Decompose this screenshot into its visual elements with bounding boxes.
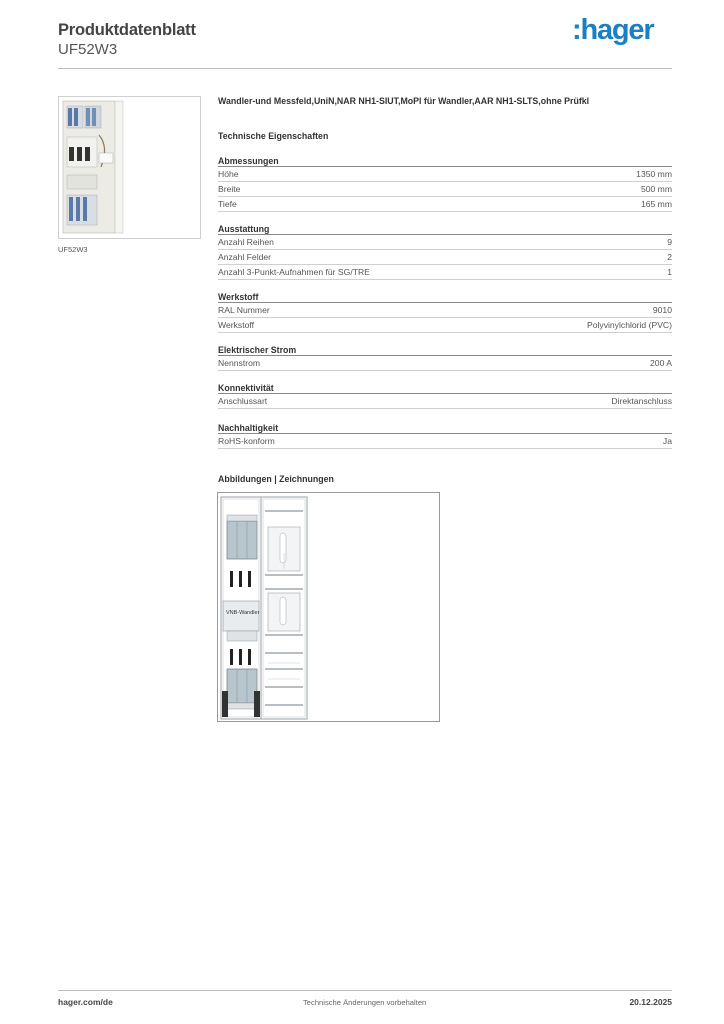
technical-properties-heading: Technische Eigenschaften (218, 131, 329, 141)
hager-logo: :hager (572, 14, 654, 46)
spec-value: 9010 (652, 305, 672, 315)
spec-row (218, 235, 672, 250)
spec-value: 165 mm (640, 199, 672, 209)
section-title: Elektrischer Strom (218, 344, 672, 356)
spec-value: Polyvinylchlorid (PVC) (586, 320, 672, 330)
spec-value: Direktanschluss (611, 396, 672, 406)
section-sustainability (218, 422, 672, 449)
spec-value: 2 (667, 252, 672, 262)
spec-value: 1 (667, 267, 672, 277)
spec-row (218, 394, 672, 409)
spec-label: Nennstrom (218, 358, 261, 368)
spec-value: Ja (662, 436, 672, 446)
spec-label: Anzahl 3-Punkt-Aufnahmen für SG/TRE (218, 267, 370, 277)
spec-label: Tiefe (218, 199, 237, 209)
document-title: Produktdatenblatt (58, 21, 196, 39)
spec-row (218, 265, 672, 280)
spec-value: 9 (667, 237, 672, 247)
thumbnail-caption: UF52W3 (58, 245, 88, 254)
spec-value: 500 mm (640, 184, 672, 194)
spec-label: Breite (218, 184, 241, 194)
product-description: Wandler-und Messfeld,UniN,NAR NH1-SIUT,MoPl für Wandler,AAR NH1-SLTS,ohne Prüfkl (218, 96, 590, 106)
section-equipment (218, 223, 672, 280)
spec-row (218, 197, 672, 212)
product-thumbnail-image (59, 97, 200, 238)
footer-notice: Technische Änderungen vorbehalten (303, 998, 427, 1007)
technical-drawing (217, 492, 440, 722)
product-thumbnail (58, 96, 201, 239)
spec-row (218, 303, 672, 318)
spec-label: RoHS-konform (218, 436, 275, 446)
section-material (218, 291, 672, 333)
section-connectivity (218, 382, 672, 409)
spec-row (218, 182, 672, 197)
spec-label: Höhe (218, 169, 239, 179)
spec-row (218, 318, 672, 333)
spec-label: RAL Nummer (218, 305, 270, 315)
spec-row (218, 434, 672, 449)
spec-row (218, 167, 672, 182)
header-divider (58, 68, 672, 69)
figures-heading: Abbildungen | Zeichnungen (218, 474, 334, 484)
section-title: Werkstoff (218, 291, 672, 303)
spec-row (218, 356, 672, 371)
spec-value: 200 A (650, 358, 672, 368)
drawing-label: VNB-Wandler (226, 610, 260, 616)
technical-drawing-image (218, 493, 439, 721)
section-title: Nachhaltigkeit (218, 422, 672, 434)
section-dimensions (218, 155, 672, 212)
section-title: Ausstattung (218, 223, 672, 235)
section-title: Abmessungen (218, 155, 672, 167)
spec-label: Anschlussart (218, 396, 268, 406)
footer-divider (58, 990, 672, 991)
product-code: UF52W3 (58, 41, 118, 58)
spec-value: 1350 mm (636, 169, 672, 179)
spec-row (218, 250, 672, 265)
spec-label: Werkstoff (218, 320, 254, 330)
footer-date: 20.12.2025 (629, 997, 672, 1007)
footer-website: hager.com/de (58, 997, 113, 1007)
section-electrical-current (218, 344, 672, 371)
spec-label: Anzahl Reihen (218, 237, 274, 247)
spec-label: Anzahl Felder (218, 252, 272, 262)
section-title: Konnektivität (218, 382, 672, 394)
